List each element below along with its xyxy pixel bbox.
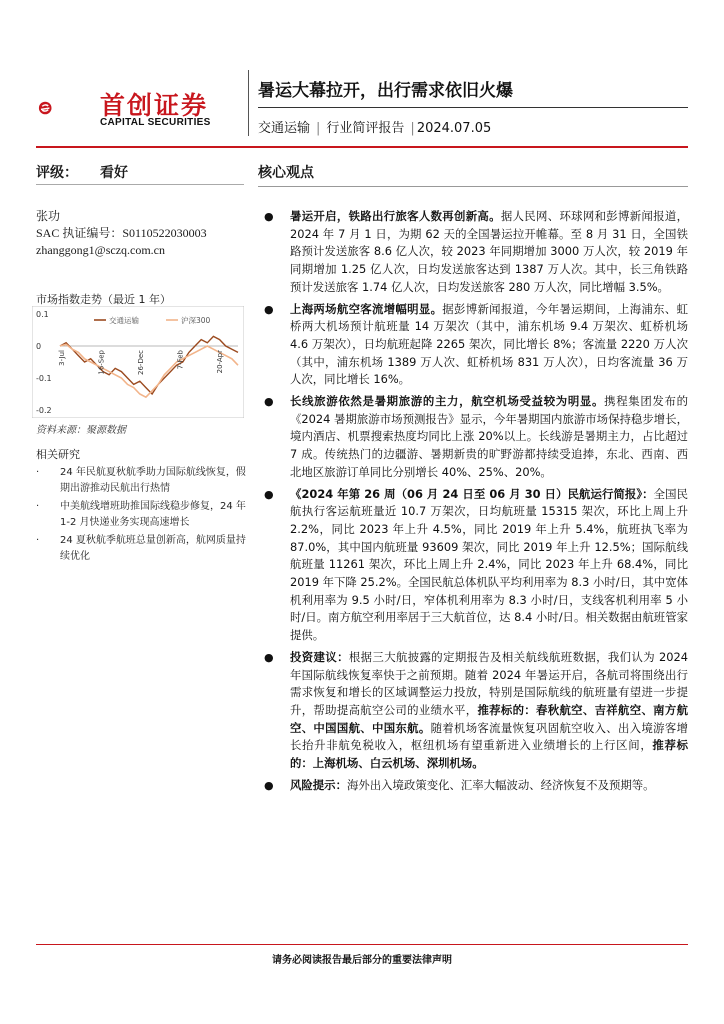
analyst-email: zhanggong1@sczq.com.cn bbox=[36, 243, 166, 257]
bullet-heading: 暑运开启，铁路出行旅客人数再创新高。 bbox=[290, 209, 501, 223]
core-view-item bbox=[262, 393, 688, 482]
bullet-body: 携程集团发布的《2024 暑期旅游市场预测报告》显示，今年暑期国内旅游市场保持稳步增长，境内酒店、机票搜索热度均同比上涨 20%以上。长线游是暑期主力，占比超过 7 成。传统热门的边疆游、暑期新贵的旷野游都持续受追捧，东北、西南、西北地区旅游订单同比分别增长 40%、25%、20%。 bbox=[290, 394, 688, 479]
core-views-title: 核心观点 bbox=[258, 165, 314, 181]
x-tick-label: 16-Sep bbox=[97, 350, 106, 375]
market-index-chart bbox=[32, 306, 244, 418]
bullet-body: 海外出入境政策变化、汇率大幅波动、经济恢复不及预期等。 bbox=[346, 777, 655, 792]
x-tick-label: 26-Dec bbox=[137, 350, 145, 375]
bullet-heading: 投资建议： bbox=[290, 649, 349, 664]
legend-label: 交通运输 bbox=[109, 316, 139, 325]
y-tick-label: -0.1 bbox=[36, 374, 52, 383]
right-rule bbox=[258, 186, 688, 187]
core-view-item bbox=[262, 301, 688, 390]
core-view-item bbox=[262, 208, 688, 297]
left-rule bbox=[36, 184, 244, 185]
bullet-dot-icon: ● bbox=[264, 650, 274, 664]
core-view-item bbox=[262, 649, 688, 773]
core-view-item bbox=[262, 486, 688, 645]
bullet-body: 全国民航执行客运航班量近 10.7 万架次，日均航班量 15315 架次，环比上周上升 2.2%，同比 2023 年上升 4.5%，同比 2019 年上升 5.4%，航班执飞率为 87.0%，其中国内航班量 93609 架次，同比 2019 年上升 12.5%；国际航线航班量 11261 架次，环比上周上升 2.4%，同比 2023 年上升 68.4%，同比 2019 年下降 25.2%。全国民航总体机队平均利用率为 8.3 小时/日，其中宽体机利用率为 9.5 小时/日，窄体机利用率为 8.3 小时/日，支线客机利用率 5 小时/日。南方航空利用率居于三大航首位，达 8.4 小时/日。相关数据由航班管家提供。 bbox=[290, 486, 688, 643]
analyst-sac: SAC 执证编号：S0110522030003 bbox=[36, 226, 207, 240]
report-type: 行业简评报告 bbox=[326, 121, 405, 136]
brand-name-en: CAPITAL SECURITIES bbox=[100, 117, 211, 128]
x-tick-label: 3-Jul bbox=[58, 350, 66, 366]
report-date: 2024.07.05 bbox=[416, 121, 492, 136]
bullet-body: 据人民网、环球网和彭博新闻报道，2024 年 7 月 1 日，为期 62 天的全国暑运拉开帷幕。至 8 月 31 日，全国铁路预计发送旅客 8.6 亿人次，较 2023 年同期增加 3000 万人次，较 2019 年同期增加 1.25 亿人次，日均发送旅客达到 1387 万人次。其中，长三角铁路预计发送旅客 1.74 亿人次，日均发送旅客 280 万人次，同比增幅 3.5%。 bbox=[290, 209, 688, 294]
related-item[interactable]: · 中美航线增班助推国际线稳步修复，24 年 1-2 月快递业务实现高速增长 bbox=[36, 501, 246, 528]
rating bbox=[36, 162, 128, 182]
report-title: 暑运大幕拉开，出行需求依旧火爆 bbox=[258, 81, 513, 101]
footer-rule bbox=[36, 944, 688, 945]
rating-value: 看好 bbox=[100, 165, 128, 181]
bullet-body: 根据三大航披露的定期报告及相关航线航班数据，我们认为 2024 年国际航线恢复率快于之前预期。随着 2024 年暑运开启，各航司将围绕出行需求恢复和增长的区域调整运力投放，特别是国际航线的航班量有望进一步提升，帮助提高航空公司的业绩水平， bbox=[290, 649, 688, 717]
bullet-dot-icon: ● bbox=[264, 395, 274, 409]
bullet-dot-icon: ● bbox=[264, 302, 274, 316]
rating-label: 评级： bbox=[36, 165, 78, 181]
related-item-link[interactable]: 中美航线增班助推国际线稳步修复，24 年 1-2 月快递业务实现高速增长 bbox=[60, 501, 246, 528]
x-tick-label: 7-Feb bbox=[176, 350, 185, 370]
bullet-dot-icon: ● bbox=[264, 778, 274, 792]
analyst-info bbox=[36, 208, 207, 259]
related-item-link[interactable]: 24 年民航夏秋航季助力国际航线恢复，假期出游推动民航出行热情 bbox=[60, 467, 246, 494]
core-views-list bbox=[262, 208, 688, 799]
chart-source: 资料来源：聚源数据 bbox=[36, 425, 126, 436]
bullet-body: 据彭博新闻报道，今年暑运期间，上海浦东、虹桥两大机场预计航班量 14 万架次（其中，浦东机场 9.4 万架次、虹桥机场 4.6 万架次），日均航班起降 2265 架次，同比增长 8%；客流量 2220 万人次（其中，浦东机场 1389 万人次、虹桥机场 831 万人次），日均客流量 36 万人次，同比增长 16%。 bbox=[290, 301, 688, 387]
analyst-name: 张功 bbox=[36, 209, 61, 223]
x-tick-label: 20-Apr bbox=[216, 350, 224, 374]
bullet-recommend: 推荐标的：春秋航空、吉祥航空、南方航空、中国国航、中国东航。 bbox=[290, 702, 688, 735]
bullet-recommend: 推荐标的：上海机场、白云机场、深圳机场。 bbox=[290, 738, 688, 771]
capital-securities-logo-mark bbox=[38, 84, 98, 132]
related-item[interactable]: · 24 年民航夏秋航季助力国际航线恢复，假期出游推动民航出行热情 bbox=[36, 467, 246, 494]
related-research-title: 相关研究 bbox=[36, 448, 80, 461]
bullet-body: 随着机场客流量恢复巩固航空收入、出入境游客增长抬升非航免税收入，枢纽机场有望重新进入业绩增长的上行区间， bbox=[290, 720, 688, 753]
y-tick-label: 0.1 bbox=[36, 310, 49, 319]
core-view-item bbox=[262, 777, 688, 795]
brand-name-cn: 首创证券 bbox=[100, 91, 209, 120]
bullet-heading: 上海两场航空客流增幅明显。 bbox=[290, 301, 443, 316]
footer-disclaimer: 请务必阅读报告最后部分的重要法律声明 bbox=[272, 955, 452, 966]
related-item-link[interactable]: 24 夏秋航季航班总量创新高，航网质量持续优化 bbox=[60, 535, 246, 562]
chart-title: 市场指数走势（最近 1 年） bbox=[36, 293, 171, 306]
report-meta: 交通运输 | 行业简评报告 | 2024.07.05 bbox=[258, 121, 492, 136]
related-item[interactable]: · 24 夏秋航季航班总量创新高，航网质量持续优化 bbox=[36, 535, 246, 562]
header-red-rule bbox=[36, 146, 688, 148]
related-research-list bbox=[36, 465, 248, 567]
bullet-dot-icon: ● bbox=[264, 210, 274, 223]
title-underline bbox=[258, 107, 688, 108]
bullet-dot-icon: ● bbox=[264, 487, 274, 501]
bullet-heading: 风险提示： bbox=[290, 777, 347, 792]
industry: 交通运输 bbox=[258, 121, 311, 136]
y-tick-label: 0 bbox=[36, 342, 42, 351]
bullet-heading: 长线旅游依然是暑期旅游的主力，航空机场受益较为明显。 bbox=[290, 394, 605, 409]
y-tick-label: -0.2 bbox=[36, 406, 52, 415]
header-divider bbox=[248, 70, 249, 136]
bullet-heading: 《2024 年第 26 周（06 月 24 日至 06 月 30 日）民航运行简报》： bbox=[290, 486, 654, 501]
legend-label: 沪深300 bbox=[181, 316, 211, 325]
